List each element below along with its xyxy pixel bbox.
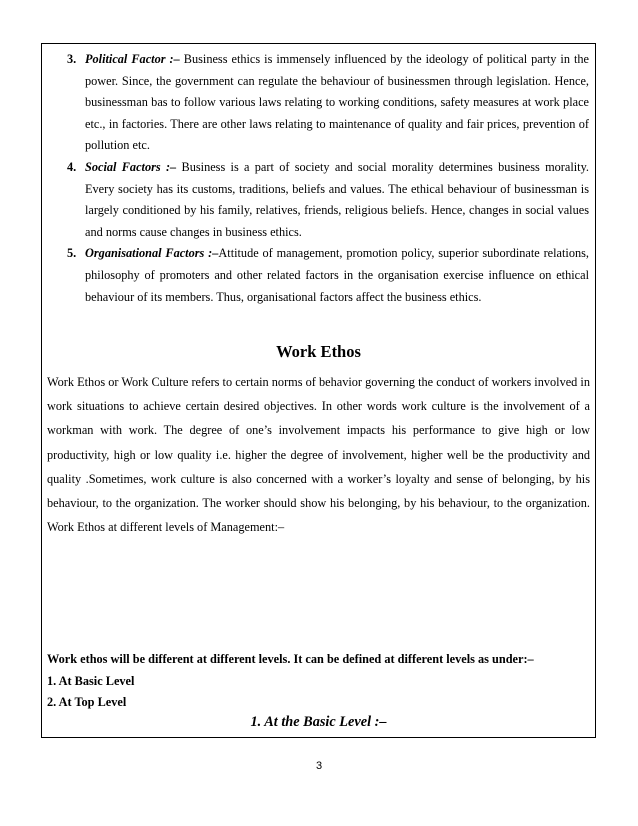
subsection-title: 1. At the Basic Level :–	[250, 714, 387, 730]
factor-text: Business ethics is immensely influenced by the ideology of political party in the power. Since, the government can regulate the behaviour of businessmen through legislation. Hence, businessman bas to follow various laws relating to working conditions, safety measures at work place etc., in factories. There are other laws relating to maintenance of quality and fair prices, prevention of pollution etc.	[85, 52, 589, 153]
factor-heading: Social Factors :–	[85, 159, 177, 174]
work-ethos-paragraph: Work Ethos or Work Culture refers to certain norms of behavior governing the conduct of workers involved in work situations to achieve certain desired objectives. In other words work culture is the involvement of a workman with work. The degree of one’s involvement impacts his performance to give high or low productivity, high or low quality i.e. higher the degree of involvement, higher well be the productivity and quality .Sometimes, work culture is also concerned with a worker’s loyalty and sense of belonging, by his behaviour, to the organization. The worker should show his belonging, by his behaviour, to the organization. Work Ethos at different levels of Management:–	[47, 375, 590, 535]
factor-list	[42, 49, 595, 308]
factor-text: Attitude of management, promotion policy, superior subordinate relations, philosophy of promoters and other related factors in the organisation exercise influence on ethical behaviour of its members. Thus, organisational factors affect the business ethics.	[85, 246, 589, 304]
factor-item-political	[42, 49, 595, 157]
factor-item-social	[42, 157, 595, 243]
page-frame	[41, 43, 596, 738]
factor-heading: Political Factor :–	[85, 52, 180, 66]
level-item-top: 2. At Top Level	[47, 695, 127, 709]
levels-intro: Work ethos will be different at different levels. It can be defined at different levels as under:–	[47, 652, 534, 666]
section-title: Work Ethos	[276, 342, 361, 361]
factor-number: 4.	[67, 159, 77, 174]
level-item-basic: 1. At Basic Level	[47, 674, 135, 688]
factor-text: Business is a part of society and social morality determines business morality. Every society has its customs, traditions, beliefs and values. The ethical behaviour of businessman is largely conditioned by his family, relatives, friends, religious beliefs. Hence, changes in social values and norms cause changes in business ethics.	[85, 159, 590, 239]
factor-number: 3.	[67, 52, 77, 66]
page-number: 3	[315, 760, 323, 772]
factor-item-organisational	[42, 243, 595, 308]
factor-heading: Organisational Factors :–	[85, 246, 219, 261]
factor-number: 5.	[67, 246, 77, 261]
